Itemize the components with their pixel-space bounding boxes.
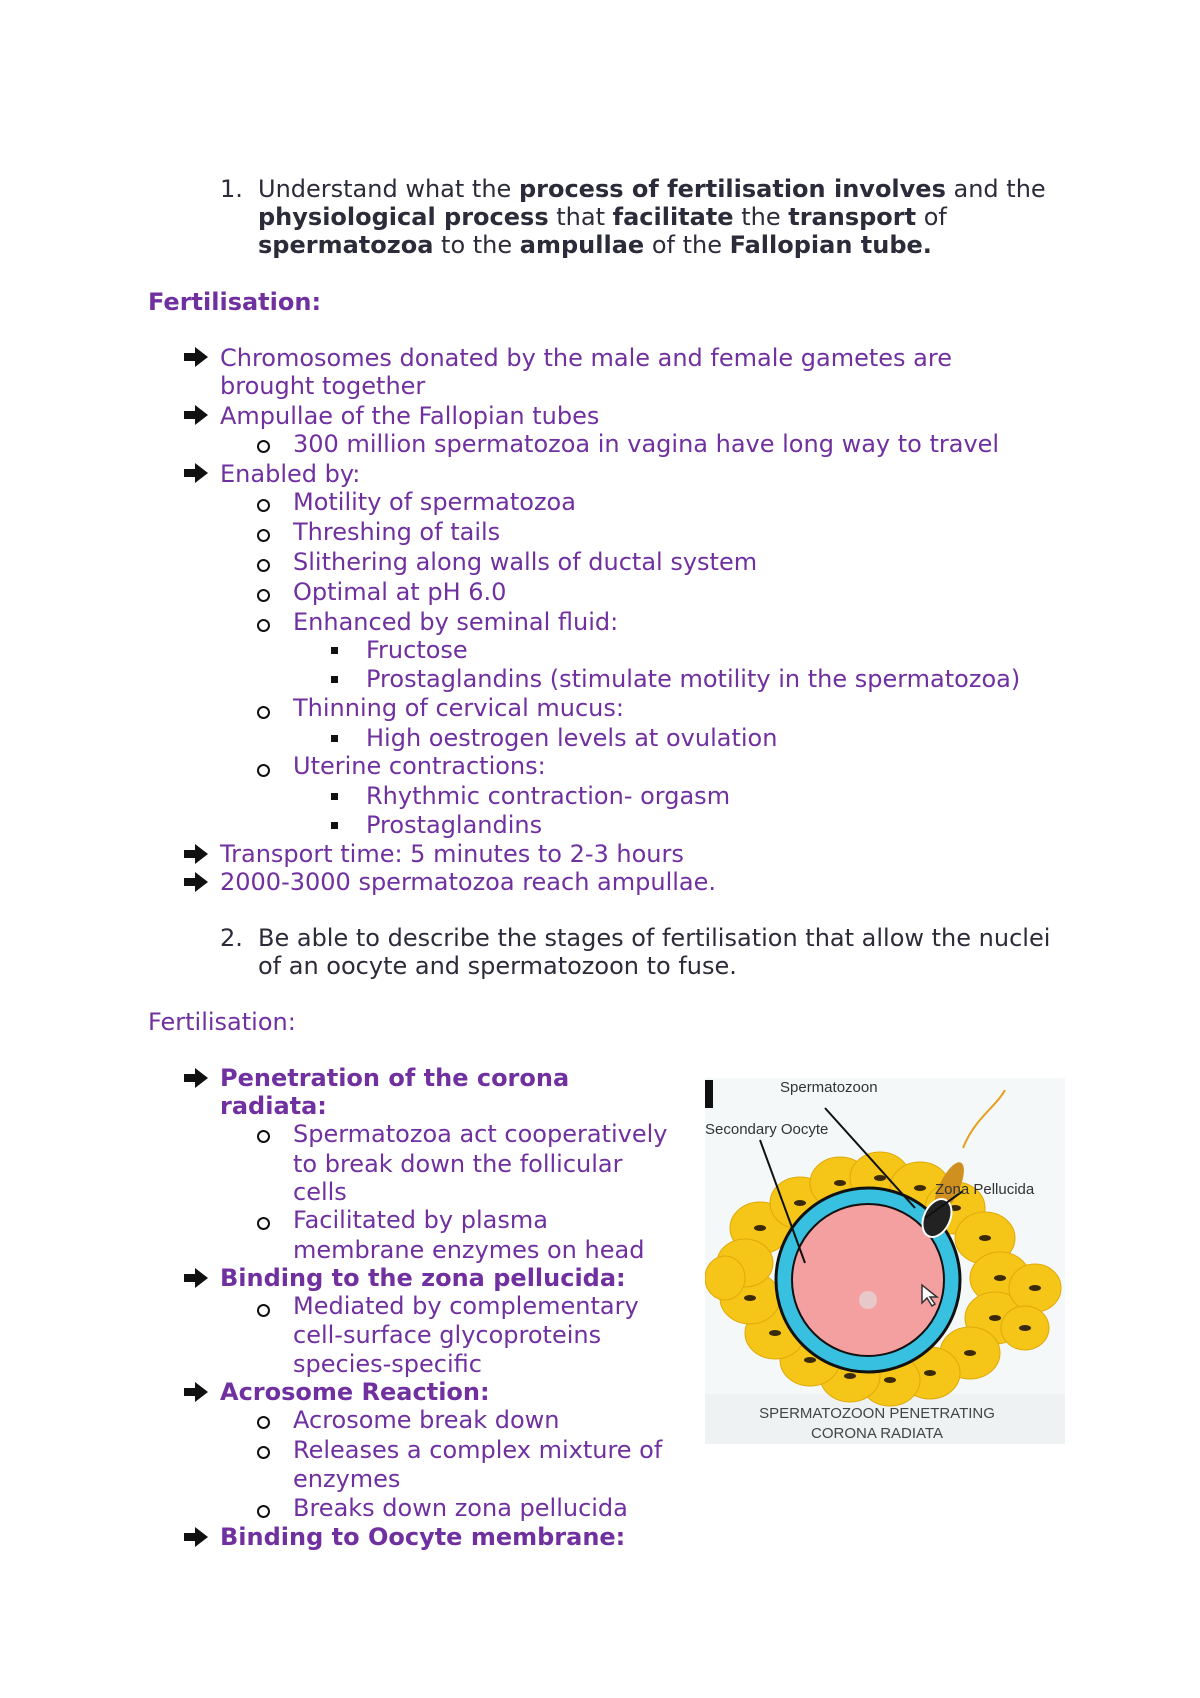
caption-line2: CORONA RADIATA <box>811 1425 943 1442</box>
list-item: Ampullae of the Fallopian tubes <box>220 402 600 430</box>
label-secondary-oocyte: Secondary Oocyte <box>705 1121 829 1138</box>
circle-bullet-icon <box>257 1130 270 1143</box>
list-item-bold: Penetration of the corona <box>220 1064 570 1092</box>
circle-bullet-icon <box>257 1446 270 1459</box>
sub-list-item: Motility of spermatozoa <box>293 488 576 516</box>
heading-bold: process of fertilisation involves <box>518 175 946 203</box>
circle-bullet-icon <box>257 619 270 632</box>
section1-heading-line1 <box>258 175 1046 203</box>
sub-sub-list-item: Prostaglandins (stimulate motility in the spermatozoa) <box>366 665 1021 693</box>
heading-text: Understand what the <box>258 175 519 203</box>
sub-list-item-continuation: enzymes <box>293 1465 401 1493</box>
sub-sub-list-item: High oestrogen levels at ovulation <box>366 724 778 752</box>
circle-bullet-icon <box>257 440 270 453</box>
circle-bullet-icon <box>257 1304 270 1317</box>
section2-number: 2. <box>220 924 243 952</box>
square-bullet-icon <box>331 793 338 800</box>
sub-list-item-continuation: cell-surface glycoproteins <box>293 1321 602 1349</box>
section1-heading-line2 <box>258 203 947 231</box>
arrow-bullet-icon <box>183 871 209 893</box>
square-bullet-icon <box>331 822 338 829</box>
list-item <box>220 1064 569 1092</box>
sub-list-item: Optimal at pH 6.0 <box>293 578 507 606</box>
heading-text: and the <box>945 175 1046 203</box>
sub-list-item: Mediated by complementary <box>293 1292 639 1320</box>
square-bullet-icon <box>331 676 338 683</box>
heading-text: to the <box>433 231 520 259</box>
section2-heading-line1: Be able to describe the stages of fertilisation that allow the nuclei <box>258 924 1051 952</box>
sub-list-item-continuation: membrane enzymes on head <box>293 1236 645 1264</box>
arrow-bullet-icon <box>183 1381 209 1403</box>
label-spermatozoon: Spermatozoon <box>780 1079 878 1096</box>
arrow-bullet-icon <box>183 843 209 865</box>
arrow-bullet-icon <box>183 346 209 368</box>
sub-list-item-continuation: cells <box>293 1178 347 1206</box>
secondary-oocyte <box>792 1204 944 1356</box>
list-item-bold: Acrosome Reaction: <box>220 1378 490 1406</box>
sub-list-item-continuation: to break down the follicular <box>293 1150 623 1178</box>
heading-bold: spermatozoa <box>258 231 434 259</box>
heading-bold: transport <box>788 203 917 231</box>
list-item: Chromosomes donated by the male and female gametes are <box>220 344 952 372</box>
sub-sub-list-item: Fructose <box>366 636 468 664</box>
arrow-bullet-icon <box>183 1067 209 1089</box>
spermatozoon-diagram <box>705 1078 1065 1444</box>
circle-bullet-icon <box>257 589 270 602</box>
sub-list-item: Enhanced by seminal fluid: <box>293 608 619 636</box>
heading-bold: Fallopian tube. <box>729 231 932 259</box>
list-item-continuation <box>220 1092 327 1120</box>
image-edge-mark <box>705 1080 713 1108</box>
heading-bold: physiological process <box>258 203 549 231</box>
circle-bullet-icon <box>257 1217 270 1230</box>
sub-sub-list-item: Prostaglandins <box>366 811 543 839</box>
list-item: Transport time: 5 minutes to 2-3 hours <box>220 840 684 868</box>
heading-text: the <box>733 203 789 231</box>
oocyte-nucleus <box>859 1291 877 1309</box>
arrow-bullet-icon <box>183 462 209 484</box>
sub-list-item: Breaks down zona pellucida <box>293 1494 628 1522</box>
square-bullet-icon <box>331 735 338 742</box>
arrow-bullet-icon <box>183 1526 209 1548</box>
arrow-bullet-icon <box>183 404 209 426</box>
subtitle-text: Fertilisation: <box>148 288 322 316</box>
sub-list-item: 300 million spermatozoa in vagina have long way to travel <box>293 430 1000 458</box>
caption-line1: SPERMATOZOON PENETRATING <box>759 1405 995 1422</box>
circle-bullet-icon <box>257 706 270 719</box>
list-item-continuation: brought together <box>220 372 426 400</box>
list-item: 2000-3000 spermatozoa reach ampullae. <box>220 868 717 896</box>
circle-bullet-icon <box>257 1505 270 1518</box>
section2-subtitle: Fertilisation: <box>148 1008 296 1036</box>
heading-text: that <box>548 203 613 231</box>
section2-heading-line2: of an oocyte and spermatozoon to fuse. <box>258 952 737 980</box>
section1-subtitle <box>148 288 321 316</box>
sub-list-item: Facilitated by plasma <box>293 1206 548 1234</box>
square-bullet-icon <box>331 647 338 654</box>
list-item <box>220 1264 626 1292</box>
circle-bullet-icon <box>257 499 270 512</box>
sub-list-item: Acrosome break down <box>293 1406 560 1434</box>
heading-bold: facilitate <box>612 203 734 231</box>
sub-list-item: Slithering along walls of ductal system <box>293 548 758 576</box>
sub-list-item: Thinning of cervical mucus: <box>293 694 624 722</box>
sub-sub-list-item: Rhythmic contraction- orgasm <box>366 782 731 810</box>
list-item-bold: Binding to Oocyte membrane: <box>220 1523 626 1551</box>
list-item <box>220 1378 490 1406</box>
sub-list-item: Spermatozoa act cooperatively <box>293 1120 668 1148</box>
circle-bullet-icon <box>257 764 270 777</box>
heading-bold: ampullae <box>519 231 645 259</box>
list-item: Enabled by: <box>220 460 361 488</box>
sub-list-item: Releases a complex mixture of <box>293 1436 663 1464</box>
list-item-bold: Binding to the zona pellucida: <box>220 1264 626 1292</box>
list-item-bold: radiata: <box>220 1092 327 1120</box>
heading-text: of <box>916 203 947 231</box>
list-item <box>220 1523 625 1551</box>
sub-list-item-continuation: species-specific <box>293 1350 482 1378</box>
circle-bullet-icon <box>257 1416 270 1429</box>
label-zona-pellucida: Zona Pellucida <box>935 1181 1035 1198</box>
section1-number: 1. <box>220 175 243 203</box>
sub-list-item: Threshing of tails <box>293 518 501 546</box>
circle-bullet-icon <box>257 559 270 572</box>
sub-list-item: Uterine contractions: <box>293 752 546 780</box>
arrow-bullet-icon <box>183 1267 209 1289</box>
fertilisation-figure <box>705 1078 1065 1444</box>
heading-text: of the <box>644 231 730 259</box>
circle-bullet-icon <box>257 529 270 542</box>
section1-heading-line3 <box>258 231 932 259</box>
